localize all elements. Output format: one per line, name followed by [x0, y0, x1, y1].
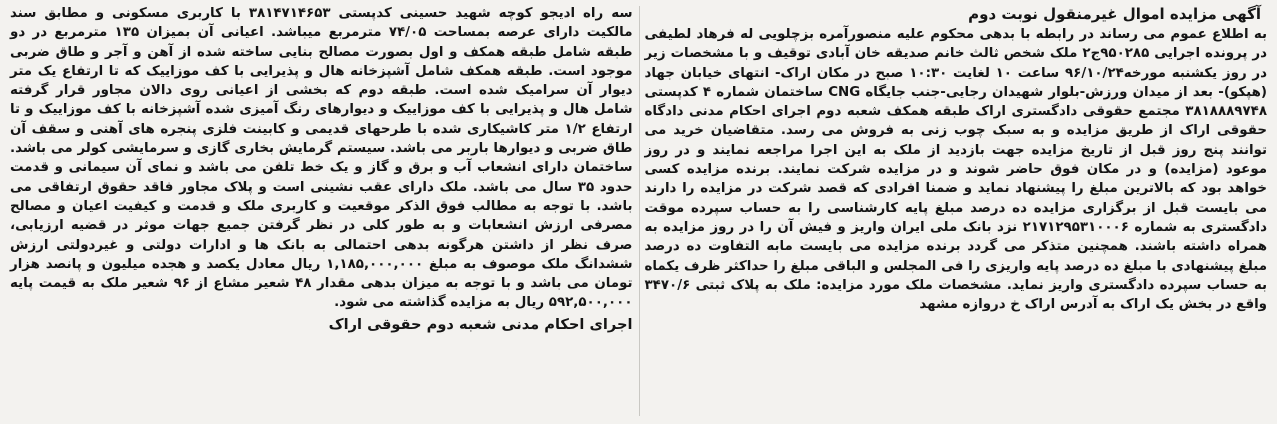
notice-left-column	[10, 4, 633, 418]
notice-body-right: به اطلاع عموم می رساند در رابطه با بدهی محکوم علیه منصورآمره بزچلویی له فرهاد لطیفی در پرونده اجرایی ۹۵۰۲۸۵ج۲ ملک شخص ثالث خانم صدیقه خان آبادی توقیف و با مشخصات زیر در روز یکشنبه مورخه۹۶/۱۰/۲۴ ساعت ۱۰ لغایت ۱۰:۳۰ صبح در مکان اراک- انتهای خیابان جهاد (هپکو)- بعد از میدان ورزش-بلوار شهیدان رجایی-جنب جایگاه CNG ساختمان شماره ۴ کدپستی ۳۸۱۸۸۸۹۷۴۸ مجتمع حقوقی دادگستری اراک طبقه همکف شعبه دوم اجرای احکام مدنی دادگاه حقوقی اراک از طریق مزایده و به سبک چوب زنی به فروش می رسد. متقاضیان خرید می توانند پنج روز قبل از تاریخ مزایده جهت بازدید از ملک به این اجرا مراجعه نمایند و در روز موعود (مزایده) و در مکان فوق حاضر شوند و در مزایده شرکت نمایند. برنده مزایده کسی خواهد بود که بالاترین مبلغ را پیشنهاد نماید و ضمنا افرادی که قصد شرکت در مزایده را دارند می بایست قبل از برگزاری مزایده ده درصد مبلغ پایه کارشناسی را به حساب سپرده موقت دادگستری به شماره ۲۱۷۱۲۹۵۳۱۰۰۰۶ نزد بانک ملی ایران واریز و فیش آن را در روز مزایده به همراه داشته باشند. همچنین متذکر می گردد برنده مزایده می بایست مابه التفاوت ده درصد مبلغ پیشنهادی با مبلغ ده درصد پایه واریزی را فی المجلس و الباقی مبلغ را حداکثر ظرف یکماه به حساب سپرده دادگستری واریز نماید. مشخصات ملک مورد مزایده: ملک به پلاک ثبتی ۳۴۷۰/۶ واقع در بخش یک اراک به آدرس اراک خ دروازه مشهد	[644, 27, 1268, 313]
column-divider	[639, 6, 640, 416]
notice-right-column	[645, 4, 1268, 418]
notice-body-left: سه راه ادیجو کوچه شهید حسینی کدپستی ۳۸۱۴۷۱۴۶۵۳ با کاربری مسکونی و مطابق سند مالکیت دارای عرصه بمساحت ۷۴/۰۵ مترمربع میباشد. اعیانی آن بمیزان ۱۳۵ مترمربع در دو طبقه شامل طبقه همکف و اول بصورت مصالح بنایی ساخته شده از آهن و آجر و طاق ضربی موجود است. طبقه همکف شامل آشپزخانه هال و پذیرایی با کف موزاییک که تا ارتفاع یک متر دیوار آن سرامیک شده است. طبقه دوم که بخشی از اعیانی روی دالان مجاور قرار گرفته شامل هال و پذیرایی با کف موزاییک و دیوارهای رنگ آمیزی شده آشپزخانه با کف موزاییک و تا ارتفاع ۱/۲ متر کاشیکاری شده با طرحهای قدیمی و کابینت فلزی پنجره های آهنی و سقف آن طاق ضربی و دیوارها باربر می باشد. سیستم گرمایش بخاری گازی و سرمایشی کولر می باشد. ساختمان دارای انشعاب آب و برق و گاز و یک خط تلفن می باشد و نمای آن سیمانی و قدمت حدود ۳۵ سال می باشد. ملک دارای عقب نشینی است و پلاک مجاور فاقد حقوق ارتفاقی می باشد. با توجه به مطالب فوق الذکر موقعیت و کاربری ملک و قدمت و کیفیت اعیان و مصالح مصرفی ارزش انشعابات و به طور کلی در نظر گرفتن جمیع جهات موثر در قضیه ارزیابی، صرف نظر از داشتن هرگونه بدهی احتمالی به بانک ها و ادارات دولتی و غیردولتی ارزش ششدانگ ملک موصوف به مبلغ ۱,۱۸۵,۰۰۰,۰۰۰ ریال معادل یکصد و هجده میلیون و پانصد هزار تومان می باشد و با توجه به میزان بدهی مقدار ۴۸ شعیر مشاع از ۹۶ شعیر ملک به قیمت پایه ۵۹۲,۵۰۰,۰۰۰ ریال به مزایده گذاشته می شود.	[10, 6, 633, 311]
notice-title: آگهی مزایده اموال غیرمنقول نوبت دوم	[968, 5, 1261, 23]
notice-signature: اجرای احکام مدنی شعبه دوم حقوقی اراک	[328, 315, 633, 333]
